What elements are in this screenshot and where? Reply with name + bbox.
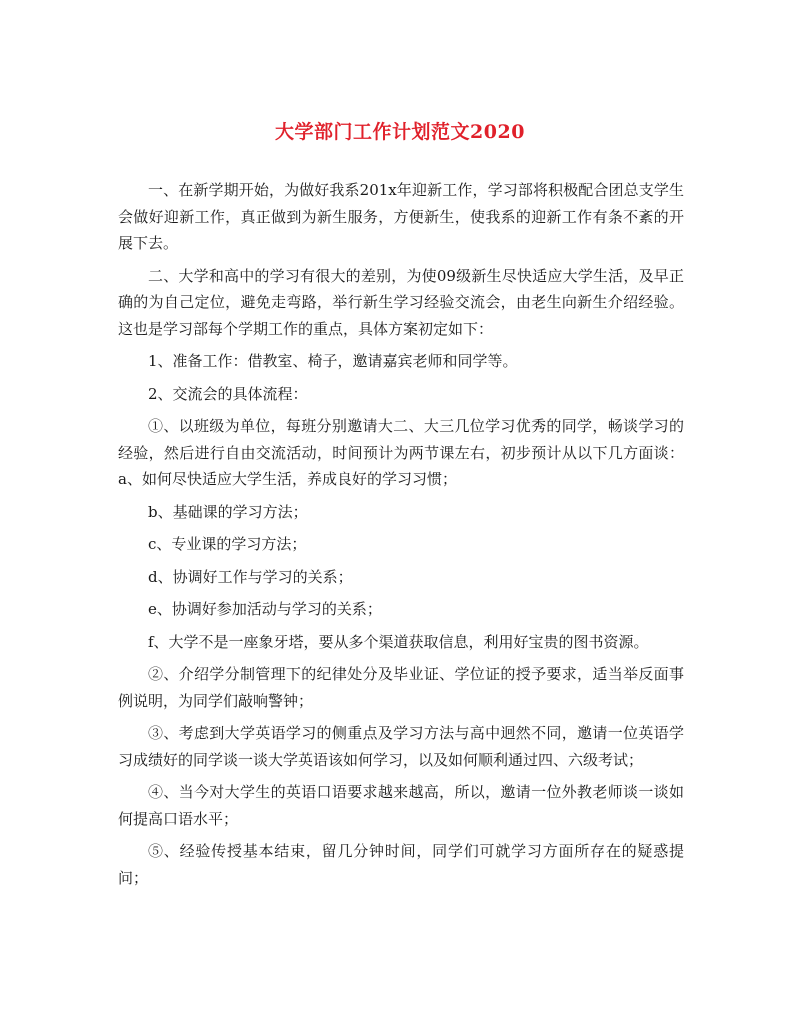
paragraph: 1、准备工作：借教室、椅子，邀请嘉宾老师和同学等。 bbox=[148, 352, 518, 370]
paragraph: ①、以班级为单位，每班分别邀请大二、大三几位学习优秀的同学，畅谈学习的经验，然后进行自由交流活动，时间预计为两节课左右，初步预计从以下几方面谈： a、如何尽快适应大学生活，养成良好的学习习惯； bbox=[118, 417, 684, 488]
document-body bbox=[118, 177, 684, 897]
paragraph: c、专业课的学习方法； bbox=[148, 535, 307, 553]
paragraph: e、协调好参加活动与学习的关系； bbox=[148, 600, 382, 618]
paragraph: ⑤、经验传授基本结束，留几分钟时间，同学们可就学习方面所存在的疑惑提问； bbox=[118, 842, 684, 887]
paragraph: ④、当今对大学生的英语口语要求越来越高，所以，邀请一位外教老师谈一谈如何提高口语水平； bbox=[118, 783, 684, 828]
paragraph: ②、介绍学分制管理下的纪律处分及毕业证、学位证的授予要求，适当举反面事例说明，为同学们敲响警钟； bbox=[118, 665, 684, 710]
paragraph: 二、大学和高中的学习有很大的差别，为使09级新生尽快适应大学生活，及早正确的为自己定位，避免走弯路，举行新生学习经验交流会，由老生向新生介绍经验。这也是学习部每个学期工作的重点，具体方案初定如下： bbox=[118, 266, 684, 338]
paragraph: d、协调好工作与学习的关系； bbox=[148, 567, 353, 586]
paragraph: 2、交流会的具体流程： bbox=[148, 384, 308, 403]
paragraph: f、大学不是一座象牙塔，要从多个渠道获取信息，利用好宝贵的图书资源。 bbox=[148, 632, 649, 651]
paragraph: ③、考虑到大学英语学习的侧重点及学习方法与高中迥然不同，邀请一位英语学习成绩好的同学谈一谈大学英语该如何学习，以及如何顺利通过四、六级考试； bbox=[118, 724, 684, 769]
paragraph: 一、在新学期开始，为做好我系201x年迎新工作，学习部将积极配合团总支学生会做好迎新工作，真正做到为新生服务，方便新生，使我系的迎新工作有条不紊的开展下去。 bbox=[118, 181, 684, 252]
page-title: 大学部门工作计划范文2020 bbox=[275, 121, 525, 143]
paragraph: b、基础课的学习方法； bbox=[148, 502, 308, 521]
